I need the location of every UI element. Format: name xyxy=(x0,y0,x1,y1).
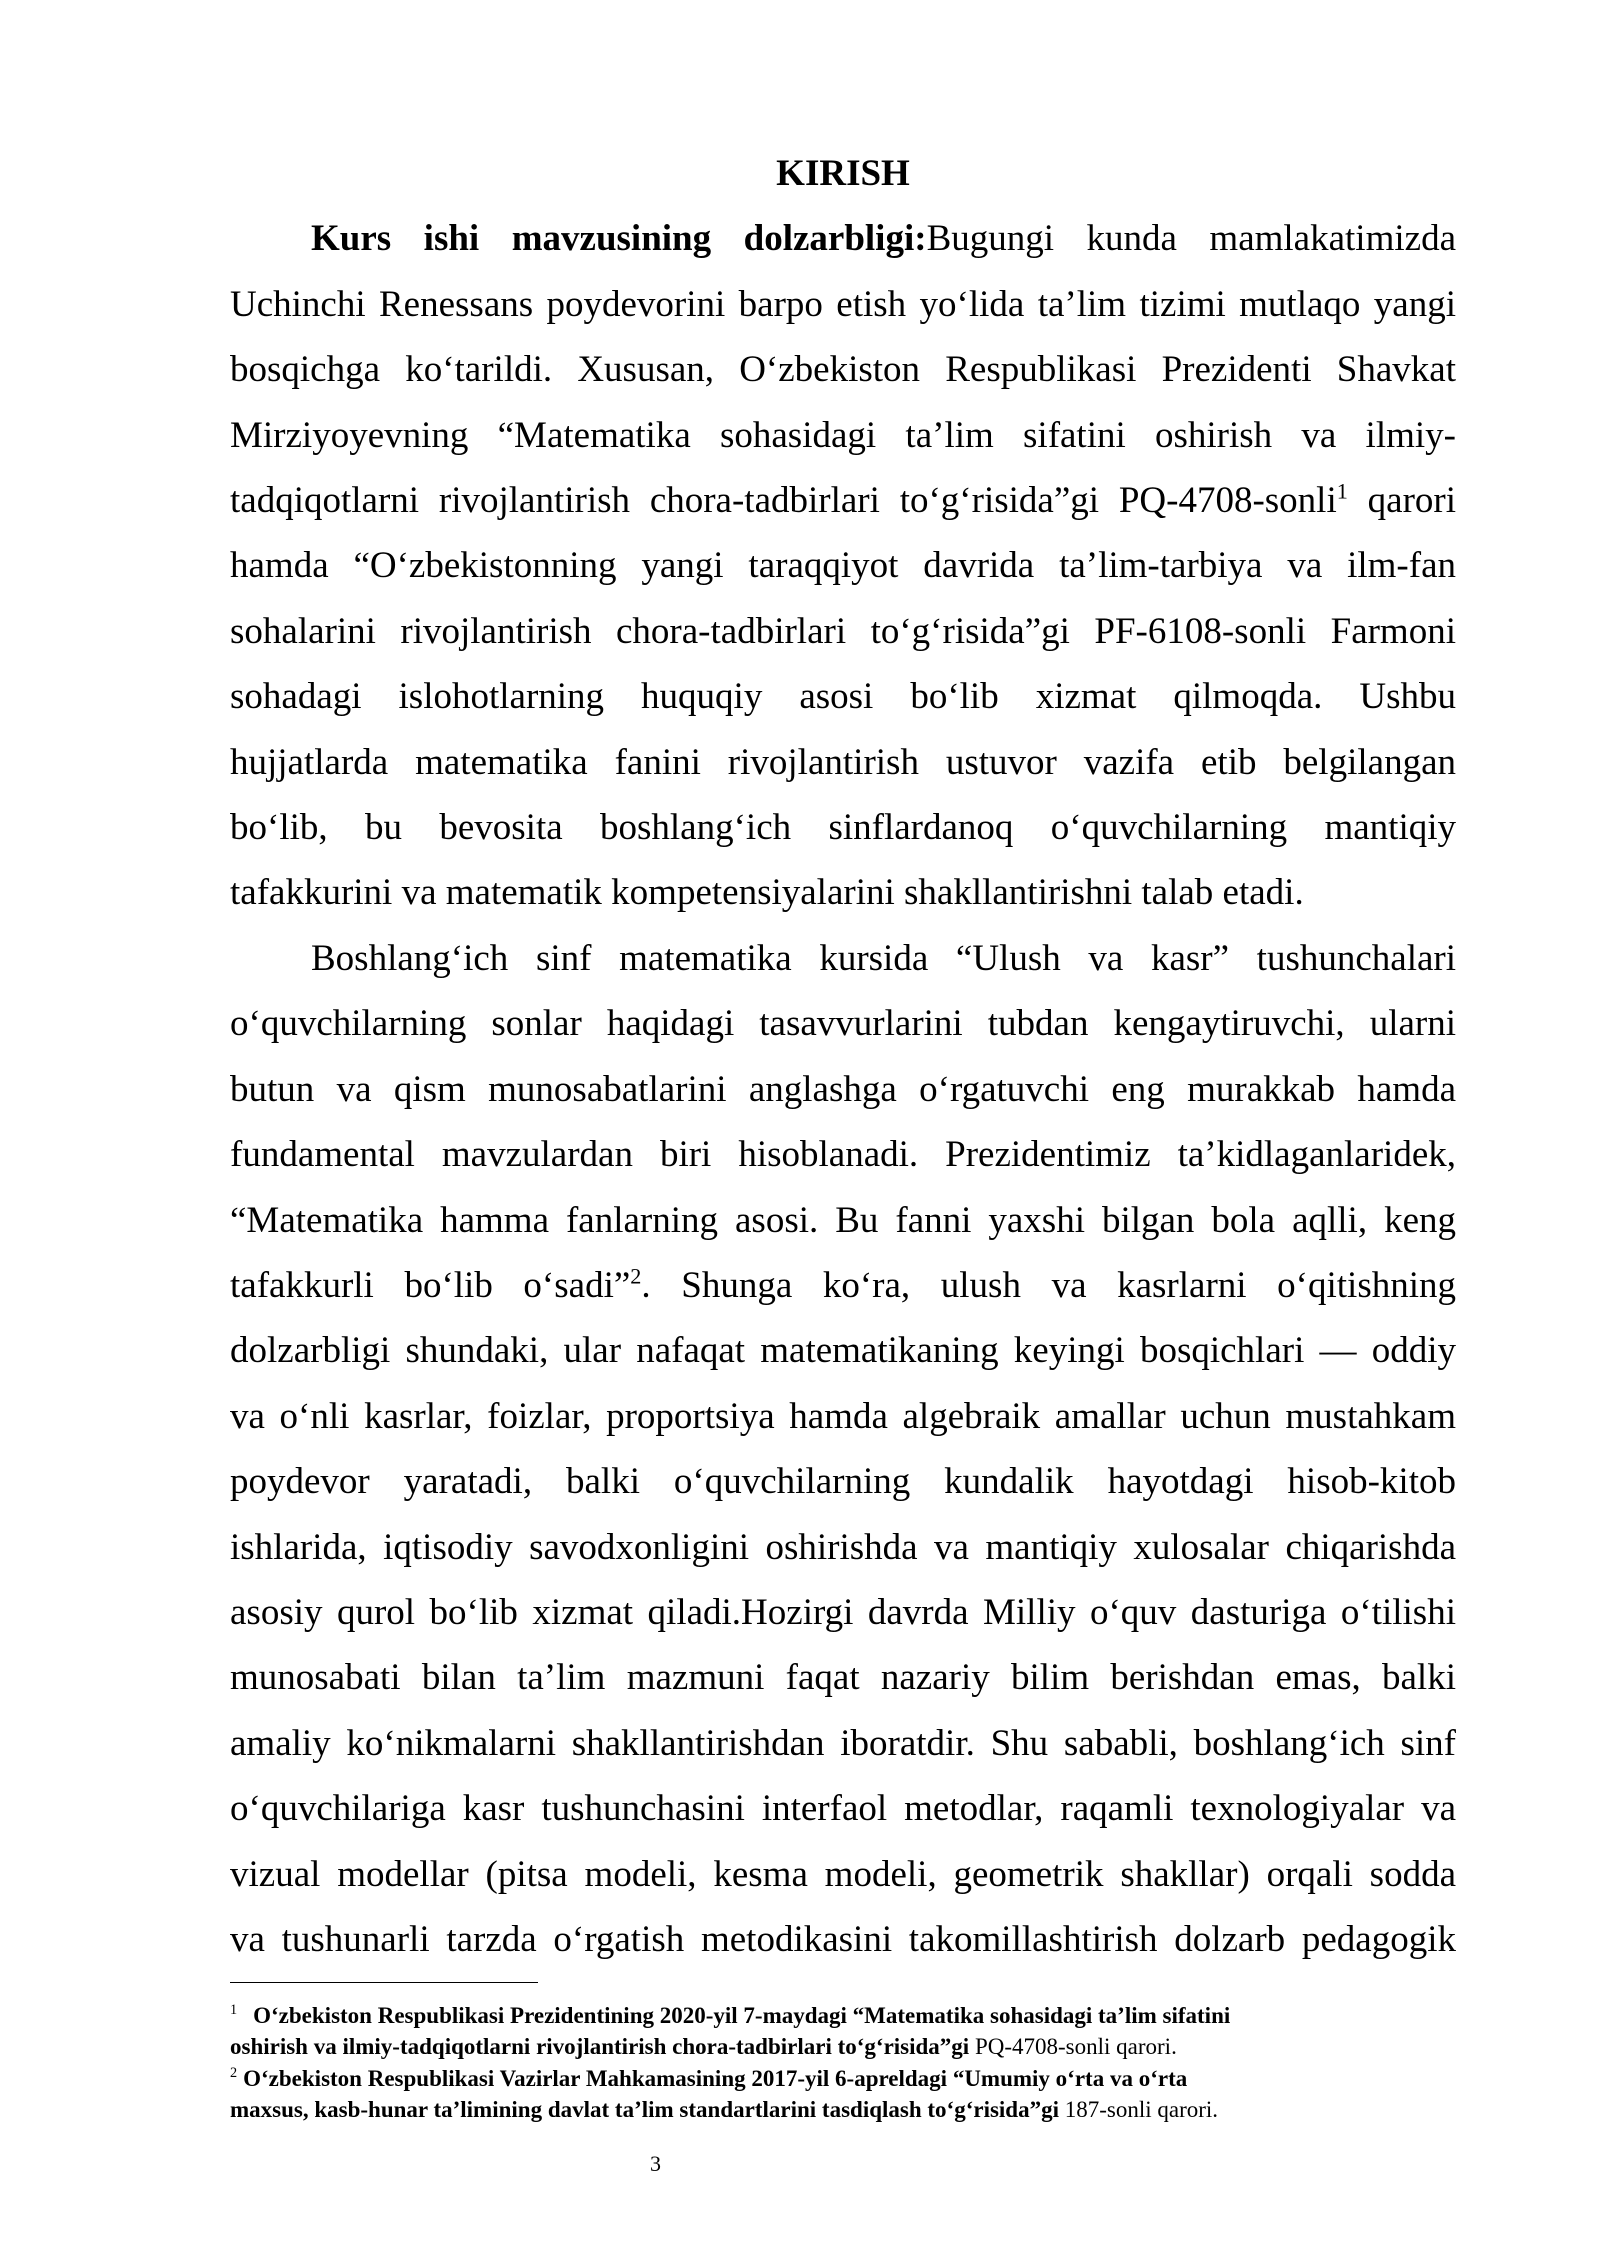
paragraph-line: sohadagi islohotlarning huquqiy asosi bo‘lib xizmat qilmoqda. Ushbu xyxy=(230,676,1456,718)
footnote-line xyxy=(230,2031,1456,2062)
main-text xyxy=(230,141,1456,1972)
paragraph-line: Uchinchi Renessans poydevorini barpo etish yo‘lida ta’lim tizimi mutlaqo yangi xyxy=(230,283,1456,325)
paragraph-line: poydevor yaratadi, balki o‘quvchilarning kundalik hayotdagi hisob-kitob xyxy=(230,1461,1456,1503)
paragraph-line: o‘quvchilariga kasr tushunchasini interfaol metodlar, raqamli texnologiyalar va xyxy=(230,1788,1456,1830)
paragraph-line: hujjatlarda matematika fanini rivojlantirish ustuvor vazifa etib belgilangan xyxy=(230,741,1456,783)
paragraph-line: amaliy ko‘nikmalarni shakllantirishdan iboratdir. Shu sababli, boshlang‘ich sinf xyxy=(230,1722,1456,1764)
footnote-line xyxy=(230,2000,1456,2031)
line-text: tadqiqotlarni rivojlantirish chora-tadbirlari to‘g‘risida”gi PQ-4708-sonli xyxy=(230,480,1337,522)
footnote-2 xyxy=(230,2063,1456,2126)
footnote-bold-text: maxsus, kasb-hunar ta’limining davlat ta’lim standartlarini tasdiqlash to‘g‘risida”gi xyxy=(230,2096,1059,2122)
footnote-bold-text: oshirish va ilmiy-tadqiqotlarni rivojlantirish chora-tadbirlari to‘g‘risida”gi xyxy=(230,2034,970,2060)
paragraph-line: bosqichga ko‘tarildi. Xususan, O‘zbekiston Respublikasi Prezidenti Shavkat xyxy=(230,349,1456,391)
line-text: tafakkurli bo‘lib o‘sadi” xyxy=(230,1264,631,1306)
footnote-marker: 2 xyxy=(230,2064,238,2081)
paragraph-line: “Matematika hamma fanlarning asosi. Bu fanni yaxshi bilgan bola aqlli, keng xyxy=(230,1199,1456,1241)
footnote-line xyxy=(230,2094,1456,2125)
paragraph-line: butun va qism munosabatlarini anglashga o‘rgatuvchi eng murakkab hamda xyxy=(230,1068,1456,1110)
footnote-line xyxy=(230,2063,1456,2094)
paragraph-line: asosiy qurol bo‘lib xizmat qiladi.Hozirgi davrda Milliy o‘quv dasturiga o‘tilishi xyxy=(230,1591,1456,1633)
paragraph-2 xyxy=(230,926,1456,1973)
paragraph-line xyxy=(230,468,1456,533)
paragraph-line: munosabati bilan ta’lim mazmuni faqat nazariy bilim berishdan emas, balki xyxy=(230,1657,1456,1699)
paragraph-line: sohalarini rivojlantirish chora-tadbirlari to‘g‘risida”gi PF-6108-sonli Farmoni xyxy=(230,610,1456,652)
footnote-text: 187-sonli qarori. xyxy=(1058,2096,1219,2122)
paragraph-line xyxy=(230,206,1456,271)
paragraph-line: bo‘lib, bu bevosita boshlang‘ich sinflardanoq o‘quvchilarning mantiqiy xyxy=(230,807,1456,849)
paragraph-line: va o‘nli kasrlar, foizlar, proportsiya hamda algebraik amallar uchun mustahkam xyxy=(230,1395,1456,1437)
footnote-text: PQ-4708-sonli qarori. xyxy=(969,2034,1177,2060)
line-text: . Shunga ko‘ra, ulush va kasrlarni o‘qitishning xyxy=(641,1264,1456,1306)
footnotes xyxy=(230,2000,1456,2125)
footnote-bold-text: O‘zbekiston Respublikasi Prezidentining 2020-yil 7-maydagi “Matematika sohasidagi ta’lim sifatini xyxy=(253,2003,1231,2028)
footnote-reference-2: 2 xyxy=(630,1263,642,1289)
paragraph-line: Boshlang‘ich sinf matematika kursida “Ulush va kasr” tushunchalari xyxy=(311,937,1456,979)
section-heading: KIRISH xyxy=(776,153,910,194)
footnote-1 xyxy=(230,2000,1456,2063)
footnote-reference-1: 1 xyxy=(1336,478,1348,504)
paragraph-line: ishlarida, iqtisodiy savodxonligini oshirishda va mantiqiy xulosalar chiqarishda xyxy=(230,1526,1456,1568)
paragraph-line: vizual modellar (pitsa modeli, kesma modeli, geometrik shakllar) orqali sodda xyxy=(230,1853,1456,1895)
paragraph-line: Mirziyoyevning “Matematika sohasidagi ta’lim sifatini oshirish va ilmiy- xyxy=(230,414,1456,456)
footnote-separator xyxy=(230,1982,538,1983)
paragraph-line: o‘quvchilarning sonlar haqidagi tasavvurlarini tubdan kengaytiruvchi, ularni xyxy=(230,1003,1456,1045)
page-number: 3 xyxy=(650,2151,661,2176)
line-text: qarori xyxy=(1347,480,1456,522)
paragraph-line: fundamental mavzulardan biri hisoblanadi. Prezidentimiz ta’kidlaganlaridek, xyxy=(230,1134,1456,1176)
line-text: Bugungi kunda mamlakatimizda xyxy=(926,218,1456,260)
footnote-marker: 1 xyxy=(230,2002,238,2019)
paragraph-line: dolzarbligi shundaki, ular nafaqat matematikaning keyingi bosqichlari — oddiy xyxy=(230,1330,1456,1372)
paragraph-1 xyxy=(230,206,1456,925)
paragraph-line: hamda “O‘zbekistonning yangi taraqqiyot davrida ta’lim-tarbiya va ilm-fan xyxy=(230,545,1456,587)
bold-lead-in: Kurs ishi mavzusining dolzarbligi: xyxy=(311,218,927,260)
paragraph-line: tafakkurini va matematik kompetensiyalarini shakllantirishni talab etadi. xyxy=(230,872,1304,914)
paragraph-line xyxy=(230,1253,1456,1318)
paragraph-line: va tushunarli tarzda o‘rgatish metodikasini takomillashtirish dolzarb pedagogik xyxy=(230,1918,1456,1960)
footnote-bold-text: O‘zbekiston Respublikasi Vazirlar Mahkamasining 2017-yil 6-apreldagi “Umumiy o‘rta va o‘rta xyxy=(243,2065,1188,2091)
